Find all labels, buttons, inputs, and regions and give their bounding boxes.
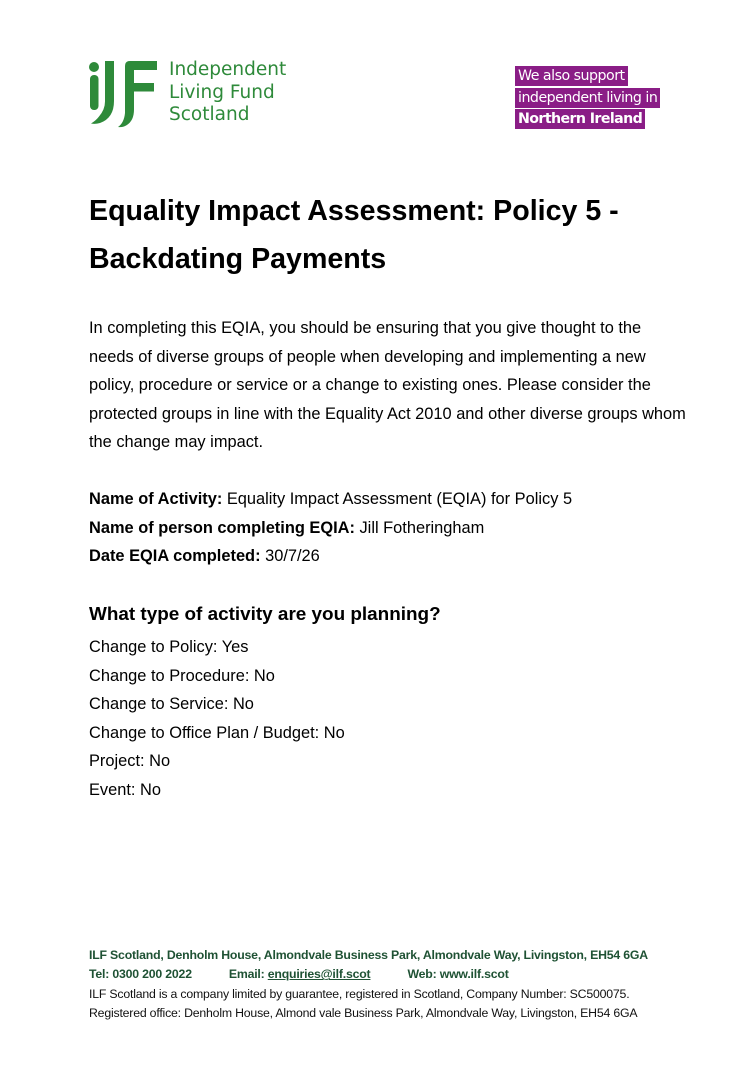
- meta-value: Jill Fotheringham: [354, 518, 485, 537]
- activity-item: Change to Office Plan / Budget: No: [89, 723, 345, 742]
- activity-item: Change to Service: No: [89, 695, 254, 714]
- footer-tel: Tel: 0300 200 2022: [89, 967, 192, 982]
- activity-item: Change to Procedure: No: [89, 666, 275, 685]
- meta-value: Equality Impact Assessment (EQIA) for Policy 5: [222, 490, 573, 508]
- logo-line: Living Fund: [169, 81, 275, 103]
- activity-item: Change to Policy: Yes: [89, 638, 249, 656]
- activity-item: Project: No: [89, 752, 171, 771]
- page-title: Equality Impact Assessment: Policy 5 - Backdating Payments: [89, 195, 619, 275]
- page-footer: [89, 946, 709, 1023]
- logo-line: Scotland: [169, 104, 250, 125]
- footer-address: ILF Scotland, Denholm House, Almondvale Business Park, Almondvale Way, Livingston, EH54 6GA: [89, 948, 648, 962]
- badge-line: We also support: [515, 66, 628, 86]
- footer-contact: [89, 965, 709, 984]
- footer-registered: Registered office: Denholm House, Almond vale Business Park, Almondvale Way, Livingston, EH54 6GA: [89, 1005, 638, 1020]
- meta-row-person: [89, 514, 689, 543]
- badge-line-bold: Northern Ireland: [515, 109, 645, 129]
- logo-line: Independent: [169, 59, 287, 80]
- activity-list: [89, 633, 345, 805]
- activity-item: Event: No: [89, 780, 161, 799]
- meta-row-date: [89, 542, 689, 571]
- footer-email-label: Email:: [228, 967, 268, 982]
- footer-company: ILF Scotland is a company limited by guarantee, registered in Scotland, Company Number: SC500075.: [89, 986, 630, 1001]
- intro-paragraph: In completing this EQIA, you should be ensuring that you give thought to the needs of diverse groups of people when developing and implementing a new policy, procedure or service or a change to existing ones. Please consider the protected groups in line with the Equality Act 2010 and other diverse groups whom the change may impact.: [89, 319, 686, 452]
- ilf-logo-mark: [88, 60, 158, 128]
- activity-heading: What type of activity are you planning?: [89, 604, 441, 625]
- northern-ireland-badge: [515, 66, 665, 131]
- meta-value: 30/7/26: [260, 547, 320, 566]
- footer-email-link[interactable]: enquiries@ilf.scot: [267, 967, 371, 982]
- ilf-logo-text: [169, 59, 286, 127]
- meta-row-activity: [89, 485, 689, 514]
- meta-label: Name of Activity:: [89, 490, 223, 508]
- activity-details: [89, 485, 689, 571]
- badge-line: independent living in: [515, 88, 660, 108]
- meta-label: Name of person completing EQIA:: [89, 518, 355, 537]
- footer-web[interactable]: Web: www.ilf.scot: [407, 967, 509, 982]
- meta-label: Date EQIA completed:: [89, 547, 261, 566]
